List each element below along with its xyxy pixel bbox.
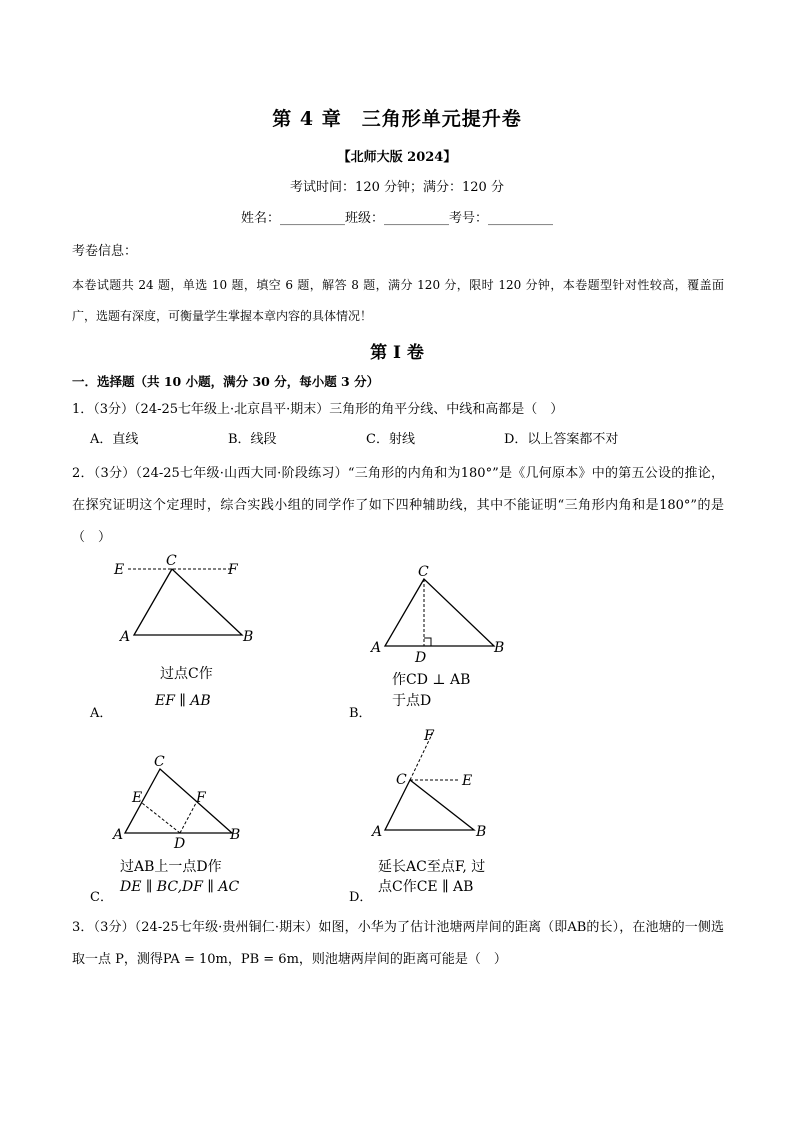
section-title: 一．选择题（共 10 小题，满分 30 分，每小题 3 分）: [72, 374, 380, 389]
figure-b-diagram: [368, 562, 518, 672]
figure-b-caption-2: 于点D: [392, 693, 432, 709]
label-e: E: [114, 562, 125, 578]
q1-option-d: D．以上答案都不对: [504, 432, 619, 447]
label-a: A: [113, 827, 124, 843]
label-a: A: [371, 640, 382, 656]
label-d: D: [415, 650, 427, 666]
triangle-abc: [134, 569, 242, 635]
label-d: D: [174, 836, 186, 852]
label-c: C: [154, 754, 165, 770]
label-e: E: [132, 790, 143, 806]
question-1: 1．（3分）（24-25七年级上·北京昌平·期末）三角形的角平分线、中线和高都是（ ）: [72, 402, 564, 417]
label-c: C: [418, 564, 429, 580]
student-fields: 姓名：__________班级：__________考号：__________: [240, 211, 553, 226]
label-f: F: [196, 790, 206, 806]
figure-b-letter: B．: [349, 706, 372, 721]
page-title: 第 4 章 三角形单元提升卷: [272, 108, 522, 130]
label-c: C: [396, 772, 407, 788]
edition-label: 【北师大版 2024】: [337, 150, 457, 165]
info-label: 考卷信息：: [72, 244, 138, 259]
label-b: B: [494, 640, 505, 656]
question-3: 3．（3分）（24-25七年级·贵州铜仁·期末）如图，小华为了估计池塘两岸间的距离（即AB的长），在池塘的一侧选取一点 P，测得PA = 10m，PB = 6m，则池塘两岸间的距离可能是（ ）: [72, 920, 724, 967]
figure-a-diagram: [110, 552, 260, 652]
info-text: 本卷试题共 24 题，单选 10 题，填空 6 题，解答 8 题，满分 120 分，限时 120 分钟，本卷题型针对性较高，覆盖面广，选题有深度，可衡量学生掌握本章内容的具体情况！: [72, 278, 724, 323]
label-b: B: [230, 827, 241, 843]
label-c: C: [166, 553, 177, 569]
figure-a-letter: A．: [90, 706, 113, 721]
part-title: 第 I 卷: [370, 343, 424, 363]
line-de: [142, 803, 180, 833]
figure-a-caption-2: EF ∥ AB: [155, 693, 211, 709]
figure-c-caption-2: DE ∥ BC,DF ∥ AC: [120, 879, 240, 895]
line-df: [180, 803, 196, 833]
figure-c-diagram: [110, 752, 260, 852]
right-angle-mark: [424, 638, 431, 646]
question-1-options: [90, 428, 642, 447]
exam-time: 考试时间：120 分钟；满分：120 分: [290, 180, 504, 195]
label-b: B: [476, 824, 487, 840]
question-2: 2．（3分）（24-25七年级·山西大同·阶段练习）“三角形的内角和为180°”是《几何原本》中的第五公设的推论，在探究证明这个定理时，综合实践小组的同学作了如下四种辅助线，其中不能证明“三角形内角和是180°”的是（ ）: [72, 466, 724, 545]
label-f: F: [228, 562, 238, 578]
label-e: E: [462, 773, 473, 789]
q1-option-c: C．射线: [366, 432, 415, 447]
figure-a-caption-1: 过点C作: [160, 666, 213, 682]
figure-d-letter: D．: [349, 890, 373, 905]
figure-c-caption-1: 过AB上一点D作: [120, 859, 222, 875]
label-a: A: [120, 629, 131, 645]
figure-d-caption-1: 延长AC至点F, 过: [378, 859, 486, 875]
figure-d-caption-2: 点C作CE ∥ AB: [378, 879, 474, 895]
label-f: F: [424, 728, 434, 744]
figure-c-letter: C．: [90, 890, 113, 905]
figure-d-diagram: [368, 724, 518, 844]
q1-option-b: B．线段: [228, 432, 277, 447]
label-b: B: [243, 629, 254, 645]
label-a: A: [372, 824, 383, 840]
q1-option-a: A．直线: [90, 432, 139, 447]
triangle-abc: [385, 579, 494, 646]
figure-b-caption-1: 作CD ⊥ AB: [392, 672, 471, 688]
